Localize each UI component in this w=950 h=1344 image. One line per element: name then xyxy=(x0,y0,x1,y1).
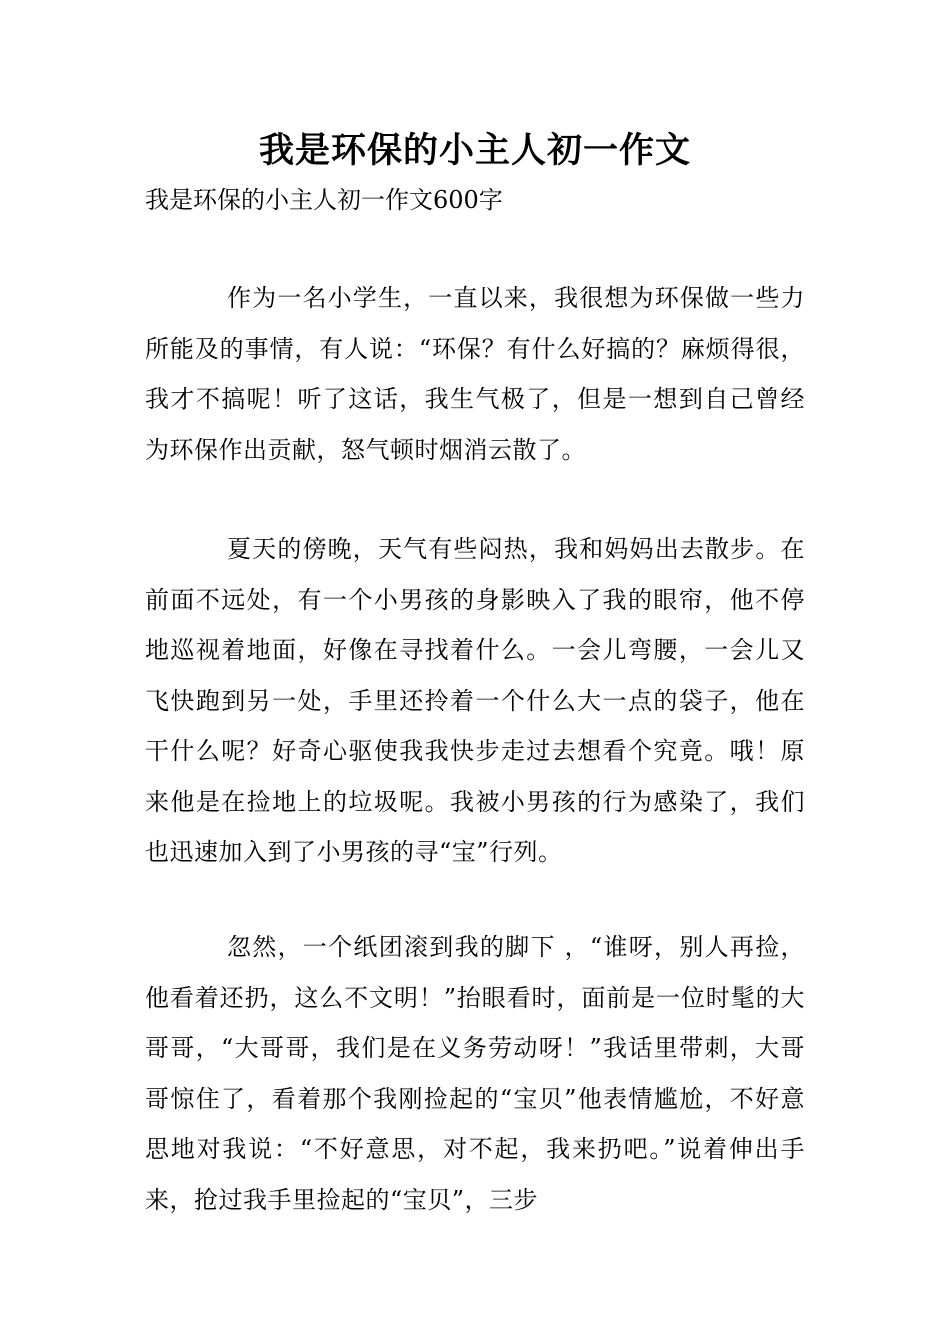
paragraph-1: 作为一名小学生，一直以来，我很想为环保做一些力所能及的事情，有人说：“环保？有什么好搞的？麻烦得很，我才不搞呢！听了这话，我生气极了，但是一想到自己曾经为环保作出贡献，怒气顿时烟消云散了。 xyxy=(145,284,805,464)
paragraph-3: 忽然，一个纸团滚到我的脚下 ，“谁呀，别人再捡，他看着还扔，这么不文明！”抬眼看时，面前是一位时髦的大哥哥，“大哥哥，我们是在义务劳动呀！”我话里带刺，大哥哥惊住了，看着那个我刚捡起的“宝贝”他表情尴尬，不好意思地对我说：“不好意思，对不起，我来扔吧。”说着伸出手来，抢过我手里捡起的“宝贝”，三步 xyxy=(145,933,805,1214)
document-subtitle: 我是环保的小主人初一作文600字 xyxy=(145,186,503,214)
paragraph-2: 夏天的傍晚，天气有些闷热，我和妈妈出去散步。在前面不远处，有一个小男孩的身影映入了我的眼帘，他不停地巡视着地面，好像在寻找着什么。一会儿弯腰，一会儿又飞快跑到另一处，手里还拎着一个什么大一点的袋子，他在干什么呢？好奇心驱使我我快步走过去想看个究竟。哦！原来他是在捡地上的垃圾呢。我被小男孩的行为感染了，我们也迅速加入到了小男孩的寻“宝”行列。 xyxy=(145,535,805,866)
document-title: 我是环保的小主人初一作文 xyxy=(258,131,691,171)
